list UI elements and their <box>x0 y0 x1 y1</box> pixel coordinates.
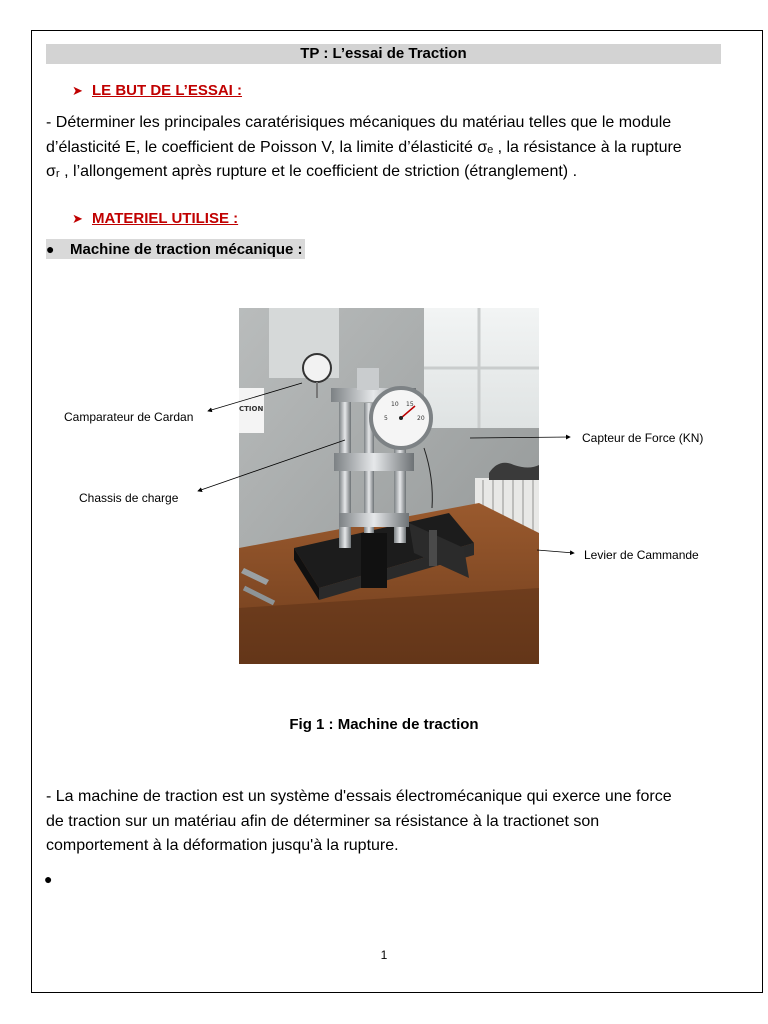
label-force-sensor: Capteur de Force (KN) <box>582 431 704 445</box>
arrow-force-sensor <box>470 437 570 438</box>
description-line-3: comportement à la déformation jusqu'à la rupture. <box>46 837 399 854</box>
section-heading-material-text: MATERIEL UTILISE : <box>92 210 239 227</box>
bullet-dot-icon: ● <box>46 241 55 257</box>
goal-line-3: σᵣ , l’allongement après rupture et le coefficient de striction (étranglement) . <box>46 163 578 180</box>
arrow-comparator <box>208 383 302 411</box>
bullet-machine-text: Machine de traction mécanique : <box>70 240 303 258</box>
empty-bullet-icon: ● <box>44 871 53 887</box>
arrow-bullet-icon: ➤ <box>72 82 83 98</box>
page-title: TP : L’essai de Traction <box>46 44 721 64</box>
description-line-1: - La machine de traction est un système d'essais électromécanique qui exerce une force <box>46 788 672 805</box>
svg-text:CTION: CTION <box>239 405 264 413</box>
svg-text:5: 5 <box>384 415 388 422</box>
description-line-2: de traction sur un matériau afin de déterminer sa résistance à la tractionet son <box>46 812 600 830</box>
svg-text:20: 20 <box>417 415 425 422</box>
arrow-lever <box>537 550 574 553</box>
arrow-chassis <box>198 440 345 491</box>
figure-caption: Fig 1 : Machine de traction <box>289 716 479 733</box>
goal-line-2: d’élasticité E, le coefficient de Poisson V, la limite d’élasticité σₑ , la résistance à la rupture <box>46 138 682 156</box>
arrow-bullet-icon: ➤ <box>72 210 83 226</box>
goal-line-1: - Déterminer les principales caratérisiques mécaniques du matériau telles que le module <box>46 114 672 131</box>
page-number: 1 <box>380 948 388 962</box>
svg-text:10: 10 <box>391 401 399 408</box>
label-comparator: Camparateur de Cardan <box>64 410 194 424</box>
label-lever: Levier de Cammande <box>584 548 699 562</box>
description-paragraph <box>46 785 726 859</box>
section-heading-goal-text: LE BUT DE L’ESSAI : <box>92 82 243 99</box>
svg-text:15: 15 <box>406 401 414 408</box>
label-chassis: Chassis de charge <box>79 491 179 505</box>
